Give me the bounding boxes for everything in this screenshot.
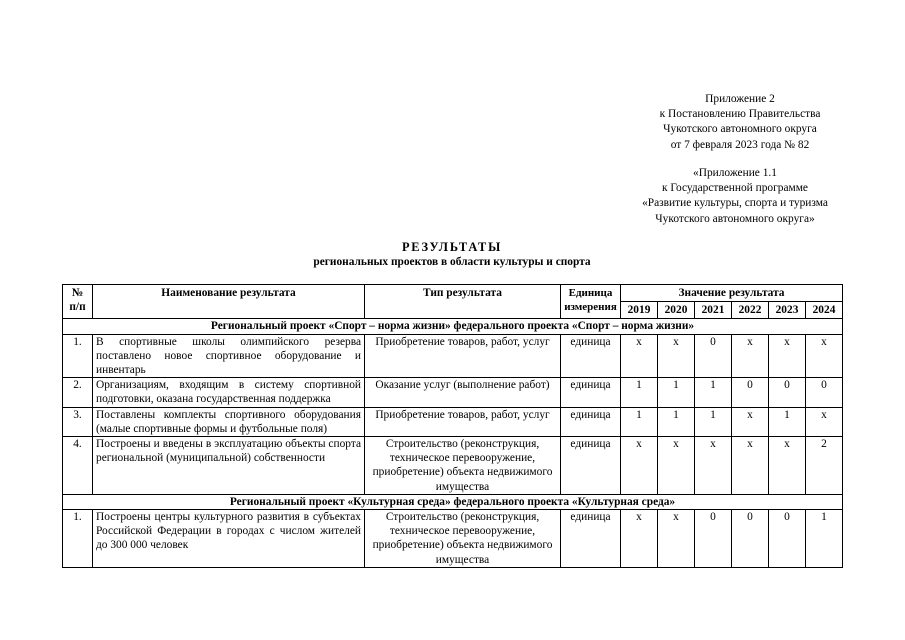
- header-values: Значение результата: [621, 285, 843, 302]
- result-value: х: [621, 510, 658, 568]
- annex-header-2: [592, 166, 878, 227]
- result-value: 1: [621, 378, 658, 407]
- result-value: 0: [806, 378, 843, 407]
- annex-line: Чукотского автономного округа: [663, 123, 817, 136]
- annex-line: «Развитие культуры, спорта и туризма: [642, 197, 828, 210]
- document-title-block: [62, 240, 842, 269]
- document-subtitle: региональных проектов в области культуры и спорта: [313, 256, 591, 268]
- result-value: 1: [658, 378, 695, 407]
- header-year: 2022: [732, 302, 769, 319]
- result-value: х: [732, 407, 769, 436]
- header-num-label-2: п/п: [69, 301, 86, 314]
- result-value: 0: [732, 510, 769, 568]
- row-number: 1.: [63, 510, 93, 568]
- result-value: х: [732, 334, 769, 378]
- result-value: х: [658, 437, 695, 495]
- result-name: Организациям, входящим в систему спортивной подготовки, оказана государственная поддержка: [93, 378, 365, 407]
- header-unit-label: Единица: [568, 287, 613, 299]
- result-unit: единица: [561, 378, 621, 407]
- result-type: Строительство (реконструкция, техническое перевооружение, приобретение) объекта недвижимого имущества: [365, 510, 561, 568]
- section-row: [63, 494, 843, 509]
- result-value: х: [769, 437, 806, 495]
- result-value: 0: [732, 378, 769, 407]
- result-type: Приобретение товаров, работ, услуг: [365, 407, 561, 436]
- results-table: [62, 284, 843, 568]
- result-value: 1: [658, 407, 695, 436]
- result-value: 0: [695, 334, 732, 378]
- result-value: 1: [769, 407, 806, 436]
- result-name: Поставлены комплекты спортивного оборудования (малые спортивные формы и футбольные поля): [93, 407, 365, 436]
- document-title: РЕЗУЛЬТАТЫ: [401, 240, 503, 254]
- header-type: Тип результата: [365, 285, 561, 319]
- result-value: х: [806, 407, 843, 436]
- result-name: Построены и введены в эксплуатацию объекты спорта региональной (муниципальной) собственности: [93, 437, 365, 495]
- result-value: х: [732, 437, 769, 495]
- section-title: Региональный проект «Спорт – норма жизни» федерального проекта «Спорт – норма жизни»: [63, 319, 843, 334]
- result-value: 1: [806, 510, 843, 568]
- result-type: Оказание услуг (выполнение работ): [365, 378, 561, 407]
- result-name: В спортивные школы олимпийского резерва поставлено новое спортивное оборудование и инвентарь: [93, 334, 365, 378]
- header-name: Наименование результата: [93, 285, 365, 319]
- result-unit: единица: [561, 510, 621, 568]
- row-number: 2.: [63, 378, 93, 407]
- result-type: Приобретение товаров, работ, услуг: [365, 334, 561, 378]
- annex-line: к Постановлению Правительства: [659, 108, 821, 121]
- header-year: 2023: [769, 302, 806, 319]
- result-value: 0: [769, 510, 806, 568]
- header-num: [63, 285, 93, 319]
- result-value: 1: [695, 407, 732, 436]
- annex-line: Чукотского автономного округа»: [655, 212, 815, 225]
- section-row: [63, 319, 843, 334]
- annex-header-1: [600, 92, 880, 153]
- annex-line: Приложение 2: [705, 93, 775, 105]
- result-value: 1: [695, 378, 732, 407]
- result-value: 2: [806, 437, 843, 495]
- table-row: [63, 437, 843, 495]
- result-value: х: [695, 437, 732, 495]
- table-row: [63, 407, 843, 436]
- result-value: х: [658, 334, 695, 378]
- result-unit: единица: [561, 407, 621, 436]
- annex-line: к Государственной программе: [662, 182, 808, 195]
- annex-line: «Приложение 1.1: [693, 167, 777, 179]
- result-unit: единица: [561, 437, 621, 495]
- header-year: 2019: [621, 302, 658, 319]
- result-value: х: [769, 334, 806, 378]
- header-year: 2021: [695, 302, 732, 319]
- result-value: 0: [769, 378, 806, 407]
- row-number: 4.: [63, 437, 93, 495]
- header-year: 2024: [806, 302, 843, 319]
- result-value: 0: [695, 510, 732, 568]
- result-type: Строительство (реконструкция, техническое перевооружение, приобретение) объекта недвижимого имущества: [365, 437, 561, 495]
- row-number: 1.: [63, 334, 93, 378]
- annex-line: от 7 февраля 2023 года № 82: [670, 138, 810, 151]
- table-row: [63, 334, 843, 378]
- result-unit: единица: [561, 334, 621, 378]
- results-table-body: [63, 319, 843, 567]
- result-value: 1: [621, 407, 658, 436]
- section-title: Региональный проект «Культурная среда» федерального проекта «Культурная среда»: [63, 494, 843, 509]
- header-unit-label-2: измерения: [564, 301, 617, 314]
- result-value: х: [621, 437, 658, 495]
- result-value: х: [806, 334, 843, 378]
- row-number: 3.: [63, 407, 93, 436]
- result-value: х: [621, 334, 658, 378]
- header-year: 2020: [658, 302, 695, 319]
- table-row: [63, 510, 843, 568]
- header-unit: [561, 285, 621, 319]
- table-row: [63, 378, 843, 407]
- header-num-label: №: [71, 287, 84, 299]
- result-name: Построены центры культурного развития в субъектах Российской Федерации в городах с числом жителей до 300 000 человек: [93, 510, 365, 568]
- result-value: х: [658, 510, 695, 568]
